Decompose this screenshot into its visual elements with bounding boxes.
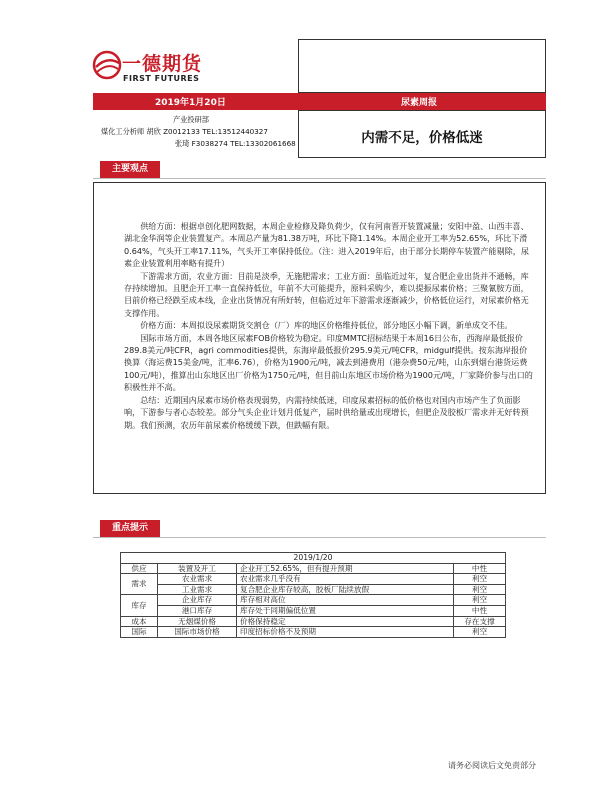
paragraph-demand: 下游需求方面，农业方面：目前是淡季，无施肥需求；工业方面：虽临近过年，复合肥企业出货并不通畅，库存持续增加。且肥企开工率一直保持低位，年前不大可能提升，原料采购少，难以提振尿素价格；三聚氰胺方面，目前价格已经跌至成本线，企业出货情况有所好转，但临近过年下游需求逐渐减少，价格低位运行，对尿素价格无支撑作用。 bbox=[124, 270, 529, 318]
logo-subtext: FIRST FUTURES bbox=[123, 74, 200, 83]
headline-box bbox=[298, 110, 546, 158]
table-row bbox=[121, 616, 506, 627]
section-title-main-views: 主要观点 bbox=[100, 161, 160, 178]
header-bar bbox=[93, 93, 546, 110]
main-views-text bbox=[124, 220, 534, 431]
table-cell: 需求 bbox=[121, 574, 158, 595]
table-row bbox=[121, 595, 506, 606]
table-cell: 无烟煤价格 bbox=[158, 616, 237, 627]
table-row bbox=[121, 605, 506, 616]
logo-text: 一德期货 bbox=[122, 53, 203, 75]
table-cell: 利空 bbox=[454, 627, 506, 638]
table-date: 2019/1/20 bbox=[121, 553, 506, 564]
headline: 内需不足，价格低迷 bbox=[361, 130, 483, 146]
table-header-row bbox=[121, 553, 506, 564]
section-divider bbox=[93, 178, 546, 179]
company-logo bbox=[92, 46, 222, 96]
table-cell: 国际 bbox=[121, 627, 158, 638]
table-cell: 企业开工52.65%，但有提升预期 bbox=[237, 563, 454, 574]
table-row bbox=[121, 574, 506, 585]
table-cell: 农业需求 bbox=[158, 574, 237, 585]
table-row bbox=[121, 584, 506, 595]
report-date: 2019年1月20日 bbox=[155, 98, 226, 108]
table-cell: 农业需求几乎没有 bbox=[237, 574, 454, 585]
table-cell: 企业库存 bbox=[158, 595, 237, 606]
table-cell: 工业需求 bbox=[158, 584, 237, 595]
section-title-key-tips: 重点提示 bbox=[100, 520, 160, 537]
report-type: 尿素周报 bbox=[401, 98, 438, 108]
table-cell: 国际市场价格 bbox=[158, 627, 237, 638]
disclaimer-footer: 请务必阅读后文免责部分 bbox=[448, 761, 536, 770]
table-row bbox=[121, 627, 506, 638]
key-tips-table bbox=[120, 552, 506, 638]
table-cell: 港口库存 bbox=[158, 605, 237, 616]
table-row bbox=[121, 563, 506, 574]
table-cell: 利空 bbox=[454, 595, 506, 606]
table-cell: 中性 bbox=[454, 563, 506, 574]
table-cell: 库存 bbox=[121, 595, 158, 616]
table-cell: 供应 bbox=[121, 563, 158, 574]
department: 产业投研部 bbox=[173, 115, 209, 124]
section-divider bbox=[93, 537, 546, 538]
table-cell: 成本 bbox=[121, 616, 158, 627]
table-cell: 印度招标价格不及预期 bbox=[237, 627, 454, 638]
table-cell: 库存处于同期偏低位置 bbox=[237, 605, 454, 616]
analyst-line-2: 张琦 F3038274 TEL:13302061668 bbox=[175, 139, 296, 148]
table-cell: 存在支撑 bbox=[454, 616, 506, 627]
paragraph-summary: 总结：近期国内尿素市场价格表现弱势，内需持续低迷，印度尿素招标的低价格也对国内市场产生了负面影响，下游参与者心态较差。部分气头企业计划月低复产，届时供给量或出现增长，但肥企及胶板厂需求并无好转预期。我们预测，农历年前尿素价格缓缓下跌，但跌幅有限。 bbox=[124, 394, 529, 430]
analyst-line-1: 煤化工分析师 胡欣 Z0012133 TEL:13512440327 bbox=[101, 127, 268, 136]
table-cell: 利空 bbox=[454, 584, 506, 595]
table-cell: 装置及开工 bbox=[158, 563, 237, 574]
paragraph-international: 国际市场方面，本周各地区尿素FOB价格较为稳定。印度MMTC招标结果于本周16日公布，西海岸最低报价289.8美元/吨CFR，agri commodities提供，东海岸最低报价295.9美元/吨CFR，midgulf提供。按东海岸报价换算（海运费15美金/吨，汇率6.76），价格为1900元/吨，减去到港费用（港杂费50元/吨，山东到烟台港货运费100元/吨），推算出山东地区出厂价格为1750元/吨，但目前山东地区市场价格为1900元/吨，厂家降价参与出口的积极性并不高。 bbox=[124, 332, 533, 393]
table-cell: 价格保持稳定 bbox=[237, 616, 454, 627]
table-cell: 库存相对高位 bbox=[237, 595, 454, 606]
table-cell: 利空 bbox=[454, 574, 506, 585]
paragraph-price: 价格方面：本周拟设尿素期货交割仓（厂）库的地区价格维持低位，部分地区小幅下调，新单成交不佳。 bbox=[140, 320, 513, 331]
table-cell: 中性 bbox=[454, 605, 506, 616]
table-cell: 复合肥企业库存较高，胶板厂陆续放假 bbox=[237, 584, 454, 595]
logo-emblem-icon bbox=[92, 50, 122, 80]
header-box bbox=[298, 39, 546, 93]
analyst-info bbox=[93, 110, 298, 155]
paragraph-supply: 供给方面：根据卓创化肥网数据，本周企业检修及降负荷少，仅有河南晋开装置减量；安阳中盈、山西丰喜、湖北金华润等企业装置复产。本周总产量为81.38万吨，环比下降1.14%。本周企业开工率为52.65%，环比下滑0.64%，气头开工率17.11%，气头开工率保持低位。（注：进入2019年后，由于部分长期停车装置产能剔除，尿素企业装置利用率略有提升） bbox=[124, 221, 529, 269]
